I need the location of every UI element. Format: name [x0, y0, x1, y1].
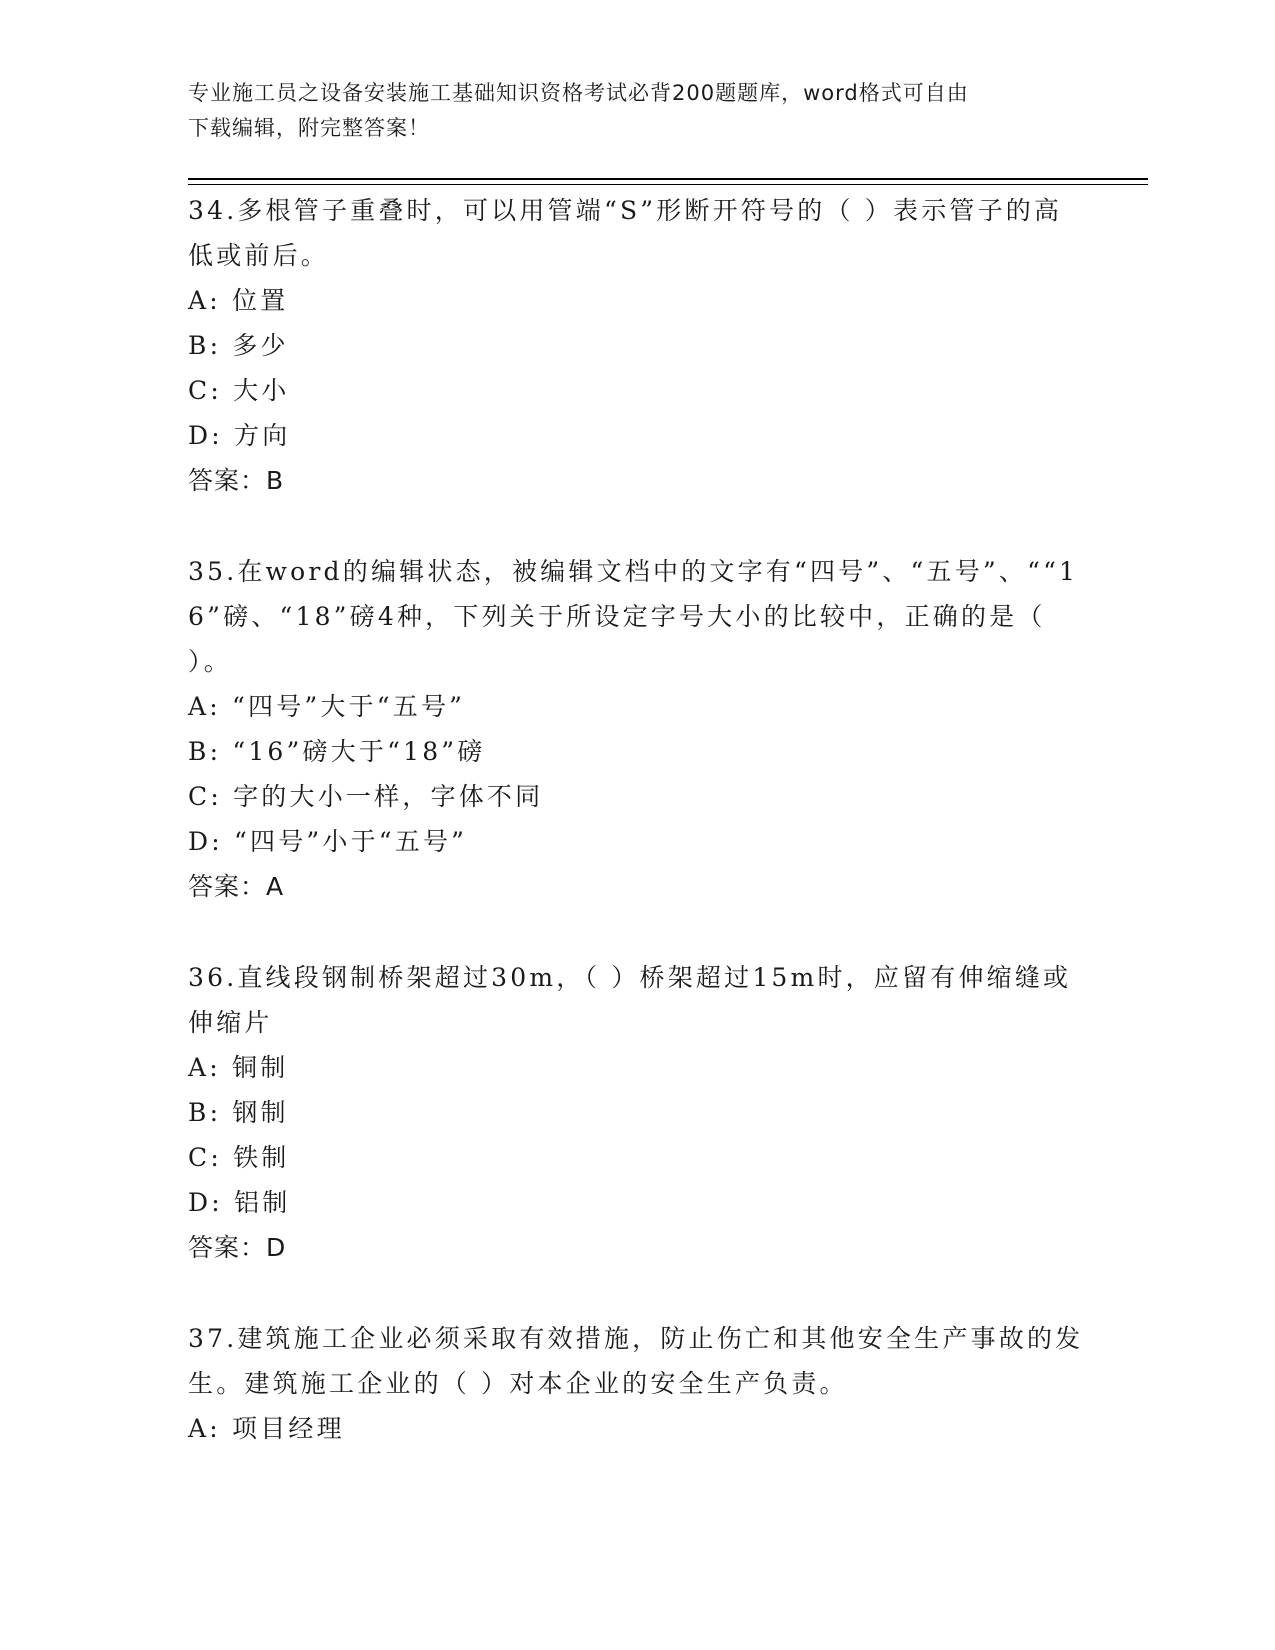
- question-36: [188, 955, 1088, 1270]
- option-c: C: 字的大小一样，字体不同: [188, 782, 544, 811]
- option-d: D: 方向: [188, 421, 291, 450]
- answer-label: 答案：D: [188, 1233, 287, 1262]
- question-text: 34.多根管子重叠时，可以用管端“S”形断开符号的（ ）表示管子的高低或前后。: [188, 196, 1063, 270]
- answer-label: 答案：B: [188, 466, 285, 495]
- header-line-1: 专业施工员之设备安装施工基础知识资格考试必背200题题库，word格式可自由: [188, 81, 969, 105]
- question-text: 36.直线段钢制桥架超过30m，（ ）桥架超过15m时，应留有伸缩缝或伸缩片: [188, 963, 1072, 1037]
- option-b: B: 多少: [188, 331, 289, 360]
- option-a: A: 项目经理: [188, 1414, 345, 1443]
- option-d: D: “四号”小于“五号”: [188, 827, 468, 856]
- header-divider: [188, 178, 1148, 180]
- header-divider-thin: [188, 184, 1148, 185]
- option-b: B: 钢制: [188, 1098, 289, 1127]
- option-d: D: 铝制: [188, 1188, 291, 1217]
- question-35: [188, 549, 1088, 909]
- option-a: A: “四号”大于“五号”: [188, 692, 466, 721]
- option-c: C: 大小: [188, 376, 290, 405]
- option-c: C: 铁制: [188, 1143, 290, 1172]
- option-a: A: 位置: [188, 286, 289, 315]
- question-text: 37.建筑施工企业必须采取有效措施，防止伤亡和其他安全生产事故的发生。建筑施工企业的（ ）对本企业的安全生产负责。: [188, 1324, 1084, 1398]
- answer-label: 答案：A: [188, 872, 285, 901]
- option-a: A: 铜制: [188, 1053, 289, 1082]
- question-37: [188, 1316, 1088, 1451]
- header-line-2: 下载编辑，附完整答案！: [188, 116, 430, 140]
- option-b: B: “16”磅大于“18”磅: [188, 737, 486, 766]
- question-list: [188, 188, 1088, 1497]
- question-34: [188, 188, 1088, 503]
- document-header: [188, 76, 1068, 146]
- question-text: 35.在word的编辑状态，被编辑文档中的文字有“四号”、“五号”、““16”磅、“18”磅4种，下列关于所设定字号大小的比较中，正确的是（ ）。: [188, 557, 1079, 676]
